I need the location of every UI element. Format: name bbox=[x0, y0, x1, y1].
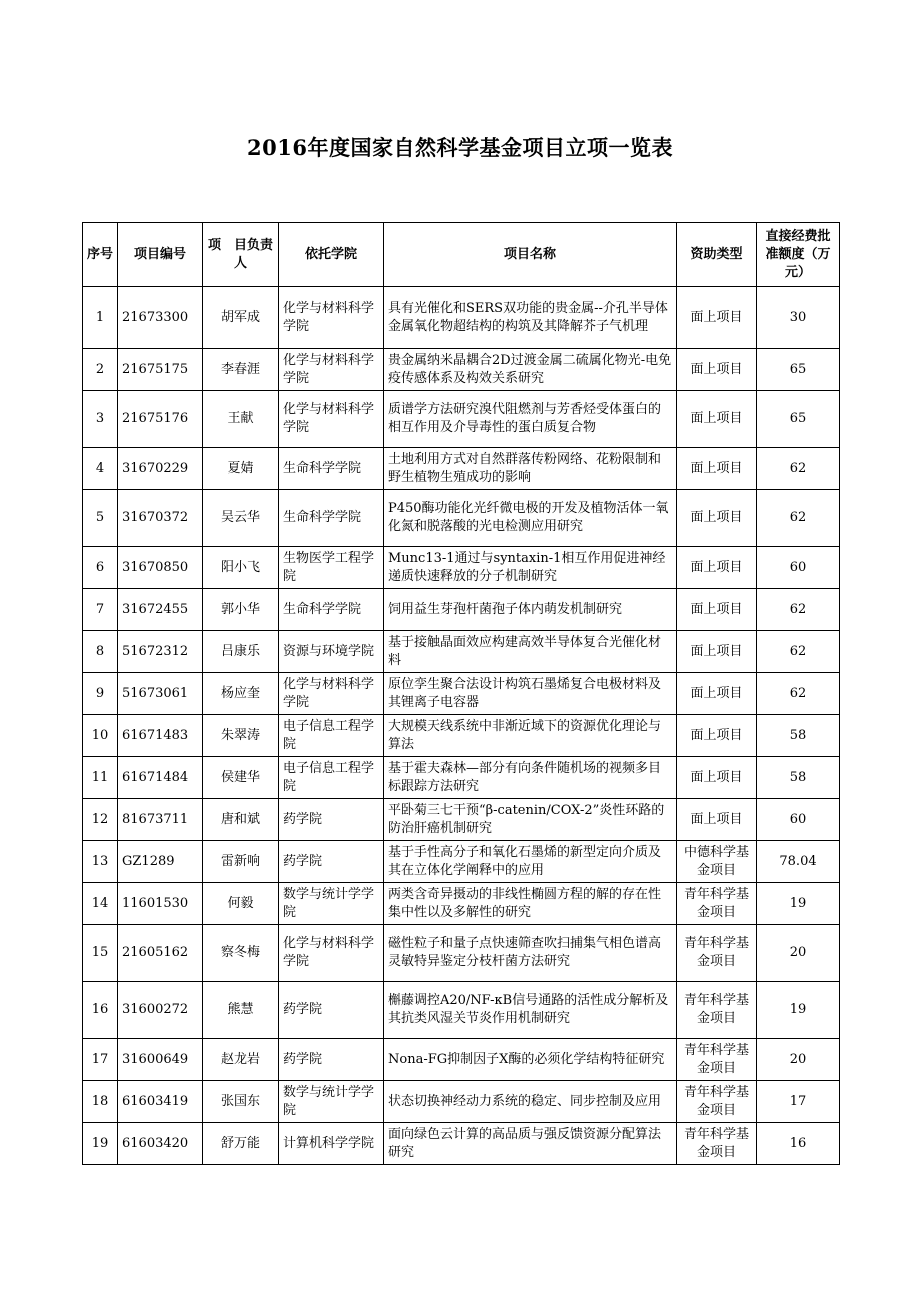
cell-name: 面向绿色云计算的高品质与强反馈资源分配算法研究 bbox=[384, 1123, 677, 1165]
cell-seq: 10 bbox=[83, 715, 118, 757]
header-amount: 直接经费批准额度（万元） bbox=[757, 223, 840, 287]
cell-amount: 78.04 bbox=[757, 841, 840, 883]
cell-seq: 13 bbox=[83, 841, 118, 883]
cell-type: 青年科学基金项目 bbox=[677, 982, 757, 1039]
cell-amount: 62 bbox=[757, 448, 840, 490]
cell-college: 化学与材料科学学院 bbox=[279, 349, 384, 391]
cell-seq: 19 bbox=[83, 1123, 118, 1165]
cell-leader: 吕康乐 bbox=[203, 631, 279, 673]
cell-college: 化学与材料科学学院 bbox=[279, 925, 384, 982]
cell-seq: 11 bbox=[83, 757, 118, 799]
table-row bbox=[83, 799, 840, 841]
cell-name: 基于接触晶面效应构建高效半导体复合光催化材料 bbox=[384, 631, 677, 673]
cell-name: 质谱学方法研究溴代阻燃剂与芳香烃受体蛋白的相互作用及介导毒性的蛋白质复合物 bbox=[384, 391, 677, 448]
cell-amount: 58 bbox=[757, 757, 840, 799]
project-table bbox=[82, 222, 840, 1165]
cell-name: 平卧菊三七干预“β-catenin/COX-2”炎性环路的防治肝癌机制研究 bbox=[384, 799, 677, 841]
cell-type: 面上项目 bbox=[677, 391, 757, 448]
cell-leader: 张国东 bbox=[203, 1081, 279, 1123]
cell-leader: 胡军成 bbox=[203, 287, 279, 349]
cell-amount: 19 bbox=[757, 883, 840, 925]
header-seq: 序号 bbox=[83, 223, 118, 287]
cell-code: 31600649 bbox=[118, 1039, 203, 1081]
cell-name: P450酶功能化光纤微电极的开发及植物活体一氧化氮和脱落酸的光电检测应用研究 bbox=[384, 490, 677, 547]
cell-name: 基于手性高分子和氧化石墨烯的新型定向介质及其在立体化学阐释中的应用 bbox=[384, 841, 677, 883]
cell-college: 化学与材料科学学院 bbox=[279, 673, 384, 715]
table-row bbox=[83, 673, 840, 715]
cell-seq: 6 bbox=[83, 547, 118, 589]
cell-college: 化学与材料科学学院 bbox=[279, 391, 384, 448]
cell-leader: 察冬梅 bbox=[203, 925, 279, 982]
cell-name: 基于霍夫森林—部分有向条件随机场的视频多目标跟踪方法研究 bbox=[384, 757, 677, 799]
cell-code: 61603420 bbox=[118, 1123, 203, 1165]
cell-name: 土地利用方式对自然群落传粉网络、花粉限制和野生植物生殖成功的影响 bbox=[384, 448, 677, 490]
table-row bbox=[83, 1039, 840, 1081]
cell-leader: 雷新响 bbox=[203, 841, 279, 883]
cell-amount: 65 bbox=[757, 349, 840, 391]
cell-college: 药学院 bbox=[279, 841, 384, 883]
cell-leader: 夏婧 bbox=[203, 448, 279, 490]
cell-amount: 62 bbox=[757, 589, 840, 631]
cell-leader: 朱翠涛 bbox=[203, 715, 279, 757]
cell-type: 青年科学基金项目 bbox=[677, 1081, 757, 1123]
cell-leader: 郭小华 bbox=[203, 589, 279, 631]
cell-code: 21675176 bbox=[118, 391, 203, 448]
cell-college: 药学院 bbox=[279, 982, 384, 1039]
cell-name: Nona-FG抑制因子X酶的必须化学结构特征研究 bbox=[384, 1039, 677, 1081]
cell-code: 51673061 bbox=[118, 673, 203, 715]
cell-name: 两类含奇异摄动的非线性椭圆方程的解的存在性集中性以及多解性的研究 bbox=[384, 883, 677, 925]
table-row bbox=[83, 982, 840, 1039]
cell-amount: 62 bbox=[757, 673, 840, 715]
cell-code: 31670372 bbox=[118, 490, 203, 547]
cell-code: 11601530 bbox=[118, 883, 203, 925]
cell-college: 生命科学学院 bbox=[279, 448, 384, 490]
cell-name: 大规模天线系统中非渐近域下的资源优化理论与算法 bbox=[384, 715, 677, 757]
cell-seq: 5 bbox=[83, 490, 118, 547]
cell-leader: 吴云华 bbox=[203, 490, 279, 547]
header-code: 项目编号 bbox=[118, 223, 203, 287]
page-title: 2016年度国家自然科学基金项目立项一览表 bbox=[247, 135, 673, 160]
table-row bbox=[83, 490, 840, 547]
table-row bbox=[83, 757, 840, 799]
cell-seq: 12 bbox=[83, 799, 118, 841]
cell-seq: 1 bbox=[83, 287, 118, 349]
table-row bbox=[83, 589, 840, 631]
cell-code: 21673300 bbox=[118, 287, 203, 349]
cell-code: 81673711 bbox=[118, 799, 203, 841]
cell-type: 青年科学基金项目 bbox=[677, 1039, 757, 1081]
cell-college: 化学与材料科学学院 bbox=[279, 287, 384, 349]
cell-type: 面上项目 bbox=[677, 287, 757, 349]
table-row bbox=[83, 547, 840, 589]
cell-leader: 阳小飞 bbox=[203, 547, 279, 589]
cell-amount: 65 bbox=[757, 391, 840, 448]
cell-amount: 58 bbox=[757, 715, 840, 757]
cell-code: 61671483 bbox=[118, 715, 203, 757]
cell-amount: 60 bbox=[757, 799, 840, 841]
cell-seq: 16 bbox=[83, 982, 118, 1039]
cell-seq: 8 bbox=[83, 631, 118, 673]
cell-seq: 18 bbox=[83, 1081, 118, 1123]
cell-code: 61671484 bbox=[118, 757, 203, 799]
cell-type: 面上项目 bbox=[677, 448, 757, 490]
cell-code: 21675175 bbox=[118, 349, 203, 391]
header-type: 资助类型 bbox=[677, 223, 757, 287]
cell-amount: 20 bbox=[757, 925, 840, 982]
cell-seq: 3 bbox=[83, 391, 118, 448]
cell-name: 原位孪生聚合法设计构筑石墨烯复合电极材料及其锂离子电容器 bbox=[384, 673, 677, 715]
cell-type: 面上项目 bbox=[677, 349, 757, 391]
table-row bbox=[83, 883, 840, 925]
cell-college: 药学院 bbox=[279, 799, 384, 841]
cell-name: 贵金属纳米晶耦合2D过渡金属二硫属化物光-电免疫传感体系及构效关系研究 bbox=[384, 349, 677, 391]
cell-college: 电子信息工程学院 bbox=[279, 757, 384, 799]
header-name: 项目名称 bbox=[384, 223, 677, 287]
table-row bbox=[83, 287, 840, 349]
cell-amount: 19 bbox=[757, 982, 840, 1039]
cell-leader: 杨应奎 bbox=[203, 673, 279, 715]
table-row bbox=[83, 715, 840, 757]
cell-college: 生命科学学院 bbox=[279, 490, 384, 547]
cell-college: 生物医学工程学院 bbox=[279, 547, 384, 589]
cell-leader: 何毅 bbox=[203, 883, 279, 925]
cell-college: 数学与统计学学院 bbox=[279, 1081, 384, 1123]
cell-seq: 17 bbox=[83, 1039, 118, 1081]
cell-type: 面上项目 bbox=[677, 757, 757, 799]
cell-code: 51672312 bbox=[118, 631, 203, 673]
cell-leader: 李春涯 bbox=[203, 349, 279, 391]
cell-code: 21605162 bbox=[118, 925, 203, 982]
cell-amount: 62 bbox=[757, 490, 840, 547]
cell-code: 61603419 bbox=[118, 1081, 203, 1123]
header-leader: 项 目负责人 bbox=[203, 223, 279, 287]
table-row bbox=[83, 349, 840, 391]
cell-type: 中德科学基金项目 bbox=[677, 841, 757, 883]
cell-type: 面上项目 bbox=[677, 715, 757, 757]
table-row bbox=[83, 448, 840, 490]
cell-seq: 2 bbox=[83, 349, 118, 391]
cell-amount: 30 bbox=[757, 287, 840, 349]
cell-type: 面上项目 bbox=[677, 631, 757, 673]
cell-college: 生命科学学院 bbox=[279, 589, 384, 631]
header-college: 依托学院 bbox=[279, 223, 384, 287]
cell-type: 面上项目 bbox=[677, 490, 757, 547]
cell-type: 面上项目 bbox=[677, 799, 757, 841]
cell-code: 31672455 bbox=[118, 589, 203, 631]
cell-type: 面上项目 bbox=[677, 589, 757, 631]
table-row bbox=[83, 1081, 840, 1123]
cell-code: 31670229 bbox=[118, 448, 203, 490]
cell-code: GZ1289 bbox=[118, 841, 203, 883]
cell-seq: 9 bbox=[83, 673, 118, 715]
cell-amount: 60 bbox=[757, 547, 840, 589]
cell-college: 药学院 bbox=[279, 1039, 384, 1081]
cell-seq: 7 bbox=[83, 589, 118, 631]
cell-college: 数学与统计学学院 bbox=[279, 883, 384, 925]
cell-name: 状态切换神经动力系统的稳定、同步控制及应用 bbox=[384, 1081, 677, 1123]
cell-code: 31670850 bbox=[118, 547, 203, 589]
cell-college: 资源与环境学院 bbox=[279, 631, 384, 673]
cell-leader: 熊慧 bbox=[203, 982, 279, 1039]
cell-amount: 20 bbox=[757, 1039, 840, 1081]
table-row bbox=[83, 925, 840, 982]
cell-seq: 14 bbox=[83, 883, 118, 925]
cell-college: 计算机科学学院 bbox=[279, 1123, 384, 1165]
cell-leader: 舒万能 bbox=[203, 1123, 279, 1165]
cell-college: 电子信息工程学院 bbox=[279, 715, 384, 757]
cell-seq: 15 bbox=[83, 925, 118, 982]
cell-name: 磁性粒子和量子点快速筛查吹扫捕集气相色谱高灵敏特异鉴定分枝杆菌方法研究 bbox=[384, 925, 677, 982]
cell-type: 面上项目 bbox=[677, 547, 757, 589]
cell-amount: 17 bbox=[757, 1081, 840, 1123]
cell-seq: 4 bbox=[83, 448, 118, 490]
cell-type: 青年科学基金项目 bbox=[677, 1123, 757, 1165]
table-row bbox=[83, 841, 840, 883]
cell-name: Munc13-1通过与syntaxin-1相互作用促进神经递质快速释放的分子机制研究 bbox=[384, 547, 677, 589]
table-header-row bbox=[83, 223, 840, 287]
cell-type: 青年科学基金项目 bbox=[677, 883, 757, 925]
cell-leader: 王献 bbox=[203, 391, 279, 448]
cell-leader: 赵龙岩 bbox=[203, 1039, 279, 1081]
cell-name: 槲藤调控A20/NF-κB信号通路的活性成分解析及其抗类风湿关节炎作用机制研究 bbox=[384, 982, 677, 1039]
cell-code: 31600272 bbox=[118, 982, 203, 1039]
cell-leader: 唐和斌 bbox=[203, 799, 279, 841]
cell-amount: 62 bbox=[757, 631, 840, 673]
cell-type: 青年科学基金项目 bbox=[677, 925, 757, 982]
cell-type: 面上项目 bbox=[677, 673, 757, 715]
table-row bbox=[83, 391, 840, 448]
cell-name: 具有光催化和SERS双功能的贵金属--介孔半导体金属氧化物超结构的构筑及其降解芥子气机理 bbox=[384, 287, 677, 349]
table-row bbox=[83, 1123, 840, 1165]
cell-name: 饲用益生芽孢杆菌孢子体内萌发机制研究 bbox=[384, 589, 677, 631]
table-row bbox=[83, 631, 840, 673]
cell-leader: 侯建华 bbox=[203, 757, 279, 799]
cell-amount: 16 bbox=[757, 1123, 840, 1165]
